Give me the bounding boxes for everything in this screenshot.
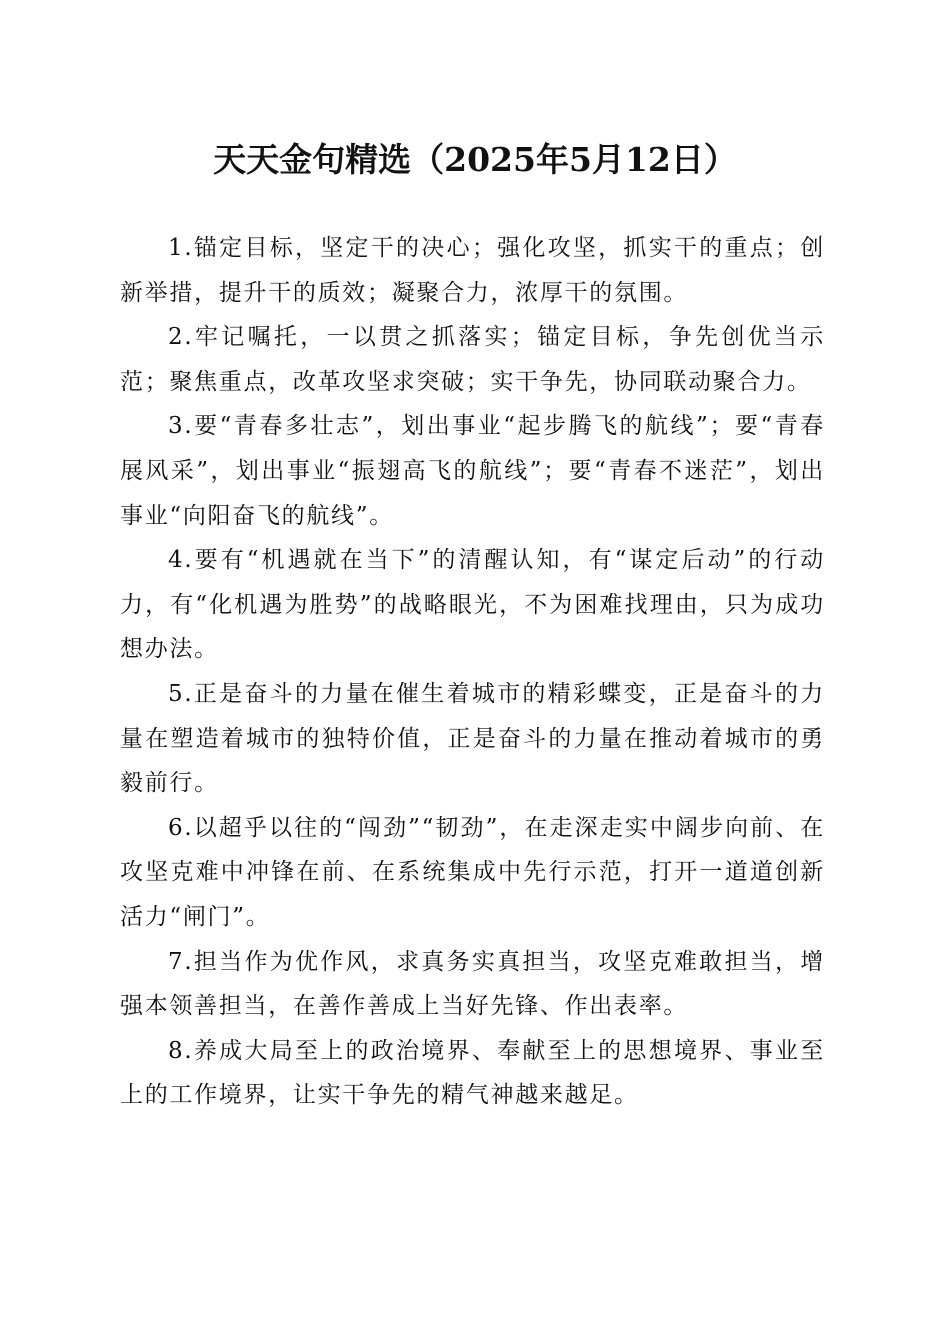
quote-item-8: 8.养成大局至上的政治境界、奉献至上的思想境界、事业至上的工作境界，让实干争先的精气神越来越足。 [120,1037,825,1109]
quote-item-4: 4.要有“机遇就在当下”的清醒认知，有“谋定后动”的行动力，有“化机遇为胜势”的战略眼光，不为困难找理由，只为成功想办法。 [120,547,825,663]
quote-item-1: 1.锚定目标，坚定干的决心；强化攻坚，抓实干的重点；创新举措，提升干的质效；凝聚合力，浓厚干的氛围。 [120,235,825,306]
quote-list [120,226,825,1118]
quote-item-5: 5.正是奋斗的力量在催生着城市的精彩蝶变，正是奋斗的力量在塑造着城市的独特价值，正是奋斗的力量在推动着城市的勇毅前行。 [120,680,825,797]
quote-item-7: 7.担当作为优作风，求真务实真担当，攻坚克难敢担当，增强本领善担当，在善作善成上当好先锋、作出表率。 [120,948,825,1020]
quote-item-2: 2.牢记嘱托，一以贯之抓落实；锚定目标，争先创优当示范；聚焦重点，改革攻坚求突破；实干争先，协同联动聚合力。 [120,324,825,395]
quote-item-3: 3.要“青春多壮志”，划出事业“起步腾飞的航线”；要“青春展风采”，划出事业“振翅高飞的航线”；要“青春不迷茫”，划出事业“向阳奋飞的航线”。 [120,413,825,529]
quote-item-6: 6.以超乎以往的“闯劲”“韧劲”，在走深走实中阔步向前、在攻坚克难中冲锋在前、在系统集成中先行示范，打开一道道创新活力“闸门”。 [120,814,825,930]
page-title: 天天金句精选（2025年5月12日） [213,140,737,179]
